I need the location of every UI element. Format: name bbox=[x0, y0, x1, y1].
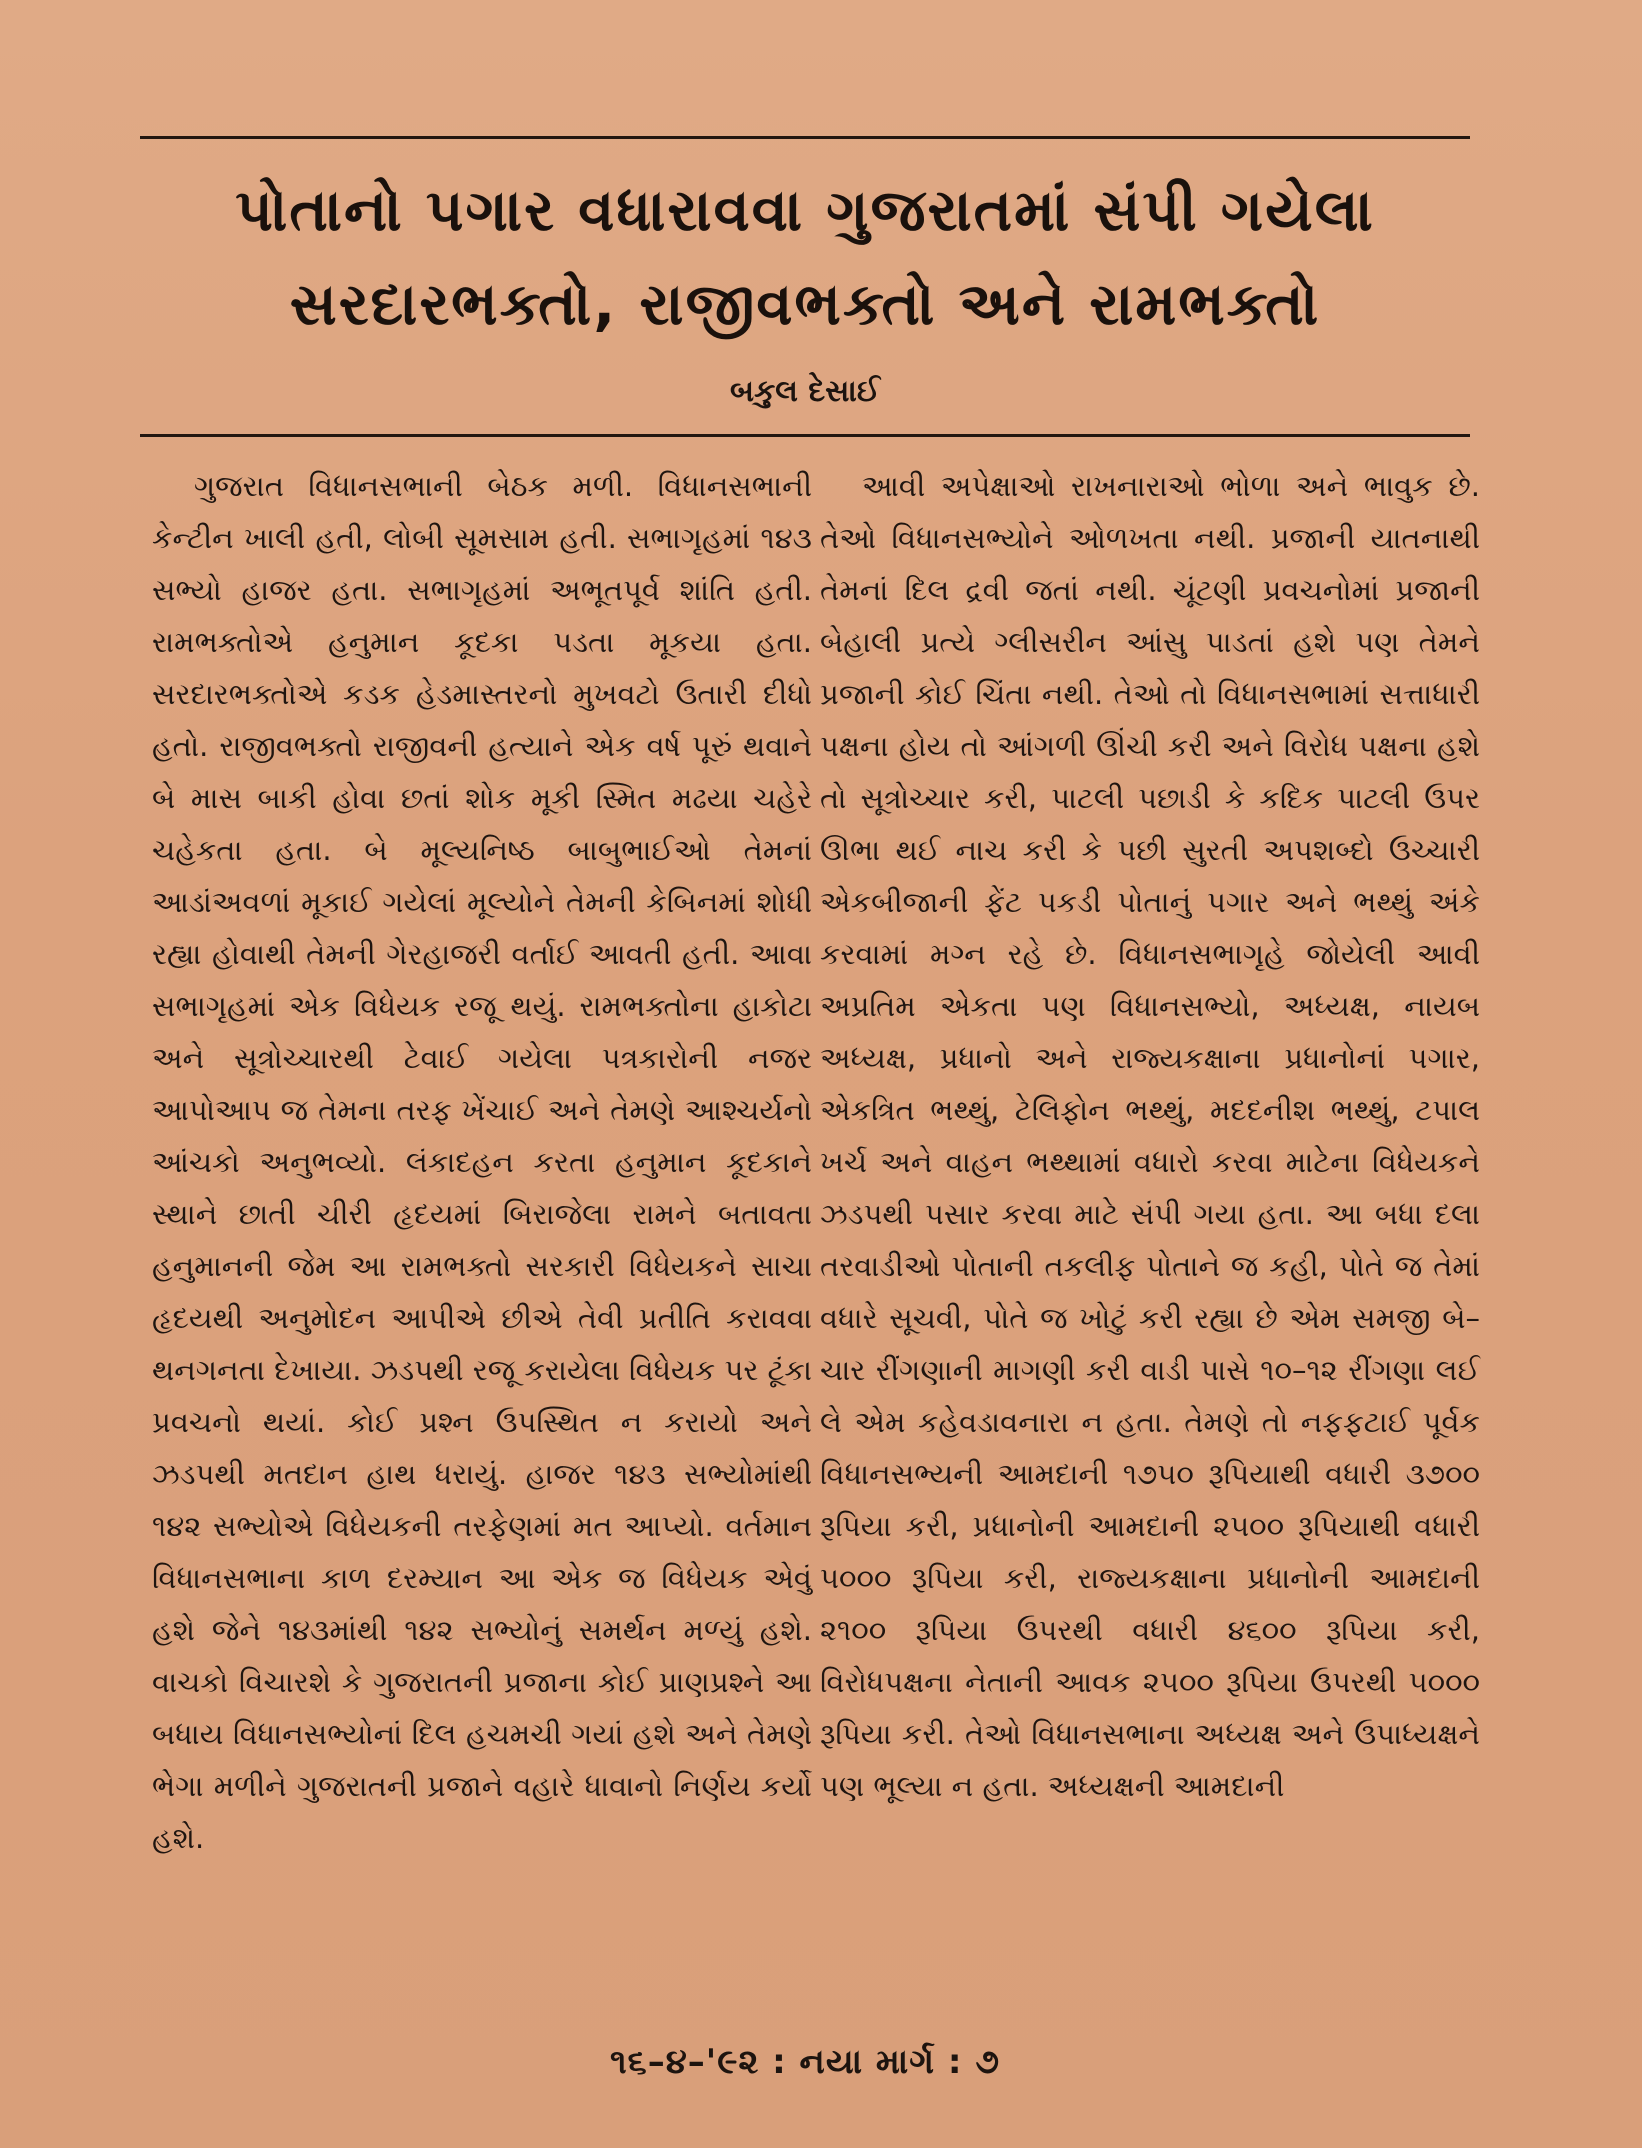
author-byline: બકુલ દેસાઈ bbox=[730, 374, 880, 409]
article-right-column: આવી અપેક્ષાઓ રાખનારાઓ ભોળા અને ભાવુક છે. તેઓ વિધાનસભ્યોને ઓળખતા નથી. પ્રજાની યાતનાથી તેમનાં દિલ દ્રવી જતાં નથી. ચૂંટણી પ્રવચનોમાં પ્રજાની બેહાલી પ્રત્યે ગ્લીસરીન આંસુ પાડતાં હશે પણ તેમને પ્રજાની કોઈ ચિંતા નથી. તેઓ તો વિધાનસભામાં સત્તાધારી પક્ષના હોય તો આંગળી ઊંચી કરી અને વિરોધ પક્ષના હશે તો સૂત્રોચ્ચાર કરી, પાટલી પછાડી કે કદિક પાટલી ઉપર ઊભા થઈ નાચ કરી કે પછી સુરતી અપશબ્દો ઉચ્ચારી એકબીજાની ફેંટ પકડી પોતાનું પગાર અને ભથ્થું અંકે કરવામાં મગ્ન રહે છે. વિધાનસભાગૃહે જોયેલી આવી અપ્રતિમ એકતા પણ વિધાનસભ્યો, અધ્યક્ષ, નાયબ અધ્યક્ષ, પ્રધાનો અને રાજ્યકક્ષાના પ્રધાનોનાં પગાર, એકત્રિત ભથ્થું, ટેલિફોન ભથ્થું, મદદનીશ ભથ્થું, ટપાલ ખર્ચ અને વાહન ભથ્થામાં વધારો કરવા માટેના વિધેયકને ઝડપથી પસાર કરવા માટે સંપી ગયા હતા. આ બધા દલા તરવાડીઓ પોતાની તકલીફ પોતાને જ કહી, પોતે જ તેમાં વધારે સૂચવી, પોતે જ ખોટું કરી રહ્યા છે એમ સમજી બે–ચાર રીંગણાની માગણી કરી વાડી પાસે ૧૦–૧૨ રીંગણા લઈ લે એમ કહેવડાવનારા ન હતા. તેમણે તો નફફટાઈ પૂર્વક વિધાનસભ્યની આમદાની ૧૭૫૦ રૂપિયાથી વધારી ૩૭૦૦ રૂપિયા કરી, પ્રધાનોની આમદાની ૨૫૦૦ રૂપિયાથી વધારી ૫૦૦૦ રૂપિયા કરી, રાજ્યકક્ષાના પ્રધાનોની આમદાની ૨૧૦૦ રૂપિયા ઉપરથી વધારી ૪૬૦૦ રૂપિયા કરી, વિરોધપક્ષના નેતાની આવક ૨૫૦૦ રૂપિયા ઉપરથી ૫૦૦૦ રૂપિયા કરી. તેઓ વિધાનસભાના અધ્યક્ષ અને ઉપાધ્યક્ષને પણ ભૂલ્યા ન હતા. અધ્યક્ષની આમદાની bbox=[820, 469, 1480, 1803]
article-left-column: ગુજરાત વિધાનસભાની બેઠક મળી. વિધાનસભાની કેન્ટીન ખાલી હતી, લોબી સૂમસામ હતી. સભાગૃહમાં ૧૪૩ સભ્યો હાજર હતા. સભાગૃહમાં અભૂતપૂર્વ શાંતિ હતી. રામભક્તોએ હનુમાન કૂદકા પડતા મૂકયા હતા. સરદારભક્તોએ કડક હેડમાસ્તરનો મુખવટો ઉતારી દીધો હતો. રાજીવભક્તો રાજીવની હત્યાને એક વર્ષ પૂરું થવાને બે માસ બાકી હોવા છતાં શોક મૂકી સ્મિત મઢયા ચહેરે ચહેકતા હતા. બે મૂલ્યનિષ્ઠ બાબુભાઈઓ તેમનાં આડાંઅવળાં મૂકાઈ ગયેલાં મૂલ્યોને તેમની કેબિનમાં શોધી રહ્યા હોવાથી તેમની ગેરહાજરી વર્તાઈ આવતી હતી. આવા સભાગૃહમાં એક વિધેયક રજૂ થયું. રામભક્તોના હાકોટા અને સૂત્રોચ્ચારથી ટેવાઈ ગયેલા પત્રકારોની નજર આપોઆપ જ તેમના તરફ ખેંચાઈ અને તેમણે આશ્ચર્યનો આંચકો અનુભવ્યો. લંકાદહન કરતા હનુમાન કૂદકાને સ્થાને છાતી ચીરી હૃદયમાં બિરાજેલા રામને બતાવતા હનુમાનની જેમ આ રામભક્તો સરકારી વિધેયકને સાચા હૃદયથી અનુમોદન આપીએ છીએ તેવી પ્રતીતિ કરાવવા થનગનતા દેખાયા. ઝડપથી રજૂ કરાયેલા વિધેયક પર ટૂંકા પ્રવચનો થયાં. કોઈ પ્રશ્ન ઉપસ્થિત ન કરાયો અને ઝડપથી મતદાન હાથ ધરાયું. હાજર ૧૪૩ સભ્યોમાંથી ૧૪૨ સભ્યોએ વિધેયકની તરફેણમાં મત આપ્યો. વર્તમાન વિધાનસભાના કાળ દરમ્યાન આ એક જ વિધેયક એવું હશે જેને ૧૪૩માંથી ૧૪૨ સભ્યોનું સમર્થન મળ્યું હશે. વાચકો વિચારશે કે ગુજરાતની પ્રજાના કોઈ પ્રાણપ્રશ્ને આ બધાય વિધાનસભ્યોનાં દિલ હચમચી ગયાં હશે અને તેમણે ભેગા મળીને ગુજરાતની પ્રજાને વહારે ધાવાનો નિર્ણય કર્યો હશે. bbox=[152, 469, 812, 1855]
top-rule bbox=[140, 136, 1470, 139]
page-folio: ૧૬–૪–'૯૨ : નયા માર્ગ : ૭ bbox=[610, 2042, 1000, 2082]
headline-line-1: પોતાનો પગાર વધારાવવા ગુજરાતમાં સંપી ગયેલા bbox=[235, 176, 1375, 244]
header-bottom-rule bbox=[140, 434, 1470, 437]
headline-line-2: સરદારભક્તો, રાજીવભક્તો અને રામભક્તો bbox=[289, 270, 1321, 338]
